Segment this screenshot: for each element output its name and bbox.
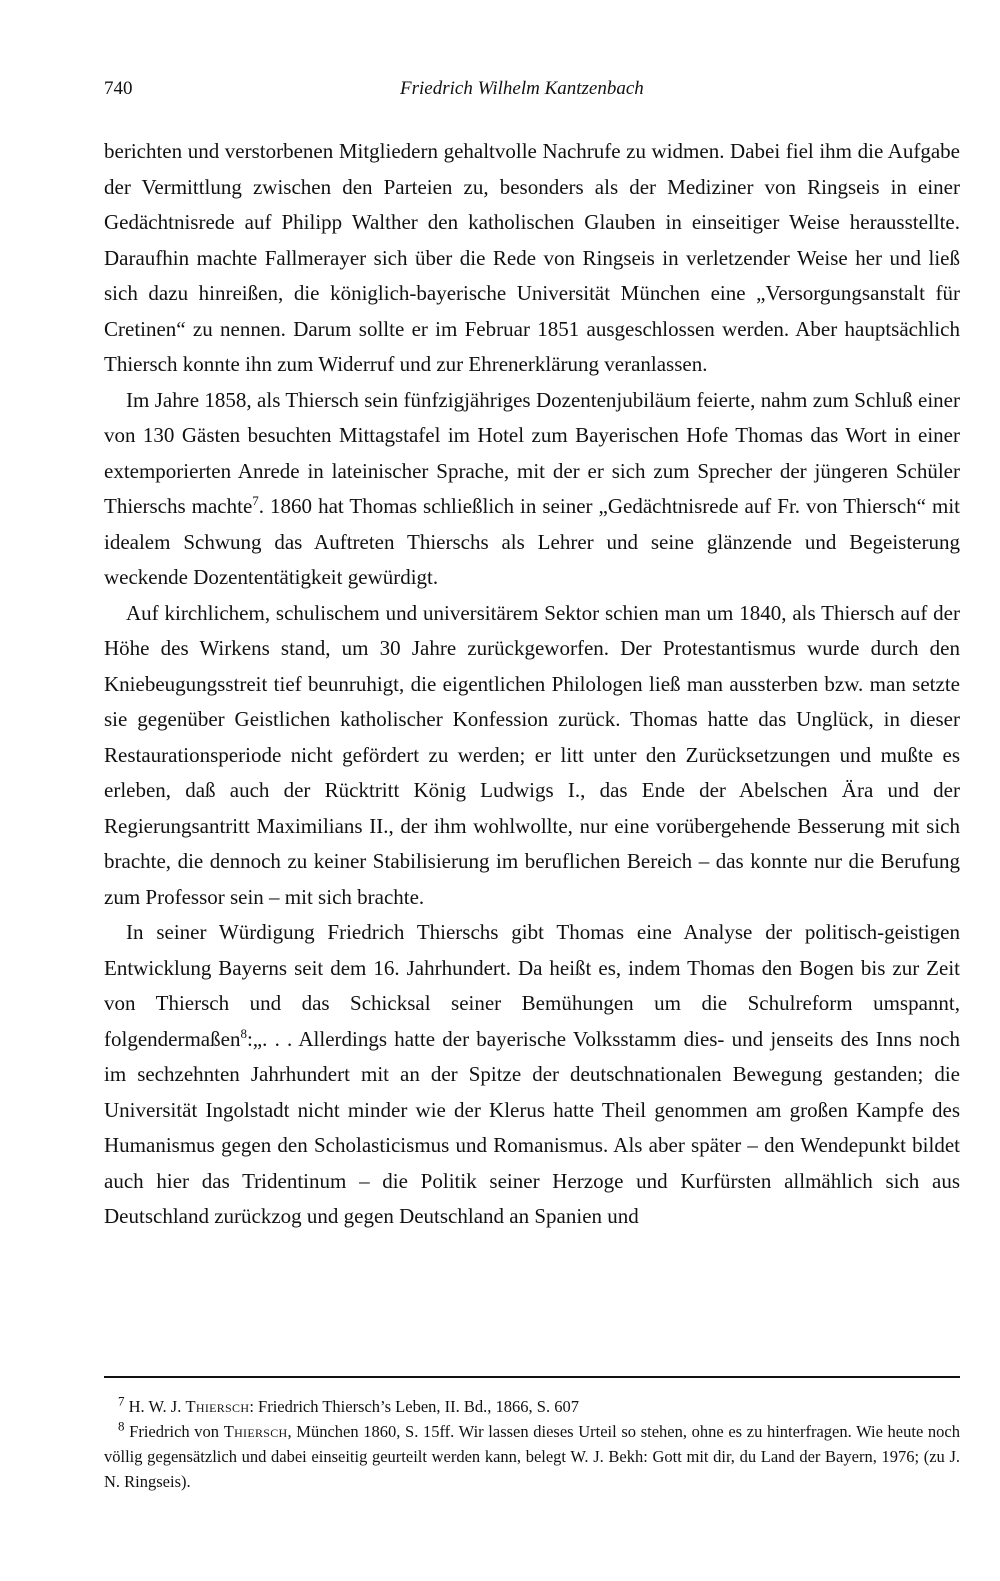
running-header — [104, 72, 960, 106]
footnote-marker: 7 — [118, 1393, 125, 1409]
paragraph-3: Auf kirchlichem, schulischem und universitärem Sektor schien man um 1840, als Thiersch auf der Höhe des Wirkens stand, um 30 Jahre zurückgeworfen. Der Protestantismus wurde durch den Kniebeugungsstreit tief beunruhigt, die eigentlichen Philologen ließ man aussterben bzw. man setzte sie gegenüber Geistlichen katholischer Konfession zurück. Thomas hatte das Unglück, in dieser Restaurationsperiode nicht gefördert zu werden; er litt unter den Zurücksetzungen und mußte es erleben, daß auch der Rücktritt König Ludwigs I., das Ende der Abelschen Ära und der Regierungsantritt Maximilians II., der ihm wohlwollte, nur eine vorübergehende Besserung mit sich brachte, die dennoch zu keiner Stabilisierung im beruflichen Bereich – das konnte nur die Berufung zum Professor sein – mit sich brachte. — [104, 600, 960, 909]
paragraph-4 — [104, 915, 960, 1235]
paragraph-2-text-cont: . 1860 hat Thomas schließlich in seiner „Gedächtnisrede auf Fr. von Thiersch“ mit idealem Schwung das Auftreten Thierschs als Lehrer und seine glänzende und Begeisterung weckende Dozententätigkeit gewürdigt. — [104, 494, 961, 589]
paragraph-2 — [104, 383, 960, 596]
footnote-marker: 8 — [118, 1418, 125, 1434]
page-number: 740 — [104, 78, 133, 99]
paragraph-4-text-cont: :„. . . Allerdings hatte der bayerische Volksstamm dies- und jenseits des Inns noch im sechzehnten Jahrhundert mit an der Spitze der deutschnationalen Bewegung gestanden; die Universität Ingolstadt nicht minder wie der Klerus hatte Theil genommen am großen Kampfe des Humanismus gegen den Scholasticismus und Romanismus. Als aber später – den Wendepunkt bildet auch hier das Tridentinum – die Politik seiner Herzoge und Kurfürsten allmählich sich aus Deutschland zurückzog und gegen Deutschland an Spanien und — [104, 1026, 960, 1228]
paragraph-1: berichten und verstorbenen Mitgliedern gehaltvolle Nachrufe zu widmen. Dabei fiel ihm die Aufgabe der Vermittlung zwischen den Parteien zu, besonders als der Mediziner von Ringseis in einer Gedächtnisrede auf Philipp Walther den katholischen Glauben in einseitiger Weise herausstellte. Daraufhin machte Fallmerayer sich über die Rede von Ringseis in verletzender Weise her und ließ sich dazu hinreißen, die königlich-bayerische Universität München eine „Versorgungsanstalt für Cretinen“ zu nennen. Darum sollte er im Februar 1851 ausgeschlossen werden. Aber hauptsächlich Thiersch konnte ihn zum Widerruf und zur Ehrenerklärung veranlassen. — [104, 139, 960, 376]
footnote-text: Friedrich von — [129, 1422, 224, 1441]
body-text — [104, 134, 960, 1235]
footnote-ref-8: 8 — [240, 1025, 247, 1041]
footnote-separator — [104, 1376, 960, 1378]
footnote-text-cont: , München 1860, S. 15ff. Wir lassen dieses Urteil so stehen, ohne es zu hinterfragen. Wie heute noch völlig gegensätzlich und dabei einseitig geurteilt werden kann, belegt W. J. Bekh: Gott mit dir, du Land der Bayern, 1976; (zu J. N. Ringseis). — [104, 1422, 960, 1491]
book-page — [104, 72, 961, 1491]
footnote-text-cont: : Friedrich Thiersch’s Leben, II. Bd., 1866, S. 607 — [249, 1397, 579, 1416]
running-title: Friedrich Wilhelm Kantzenbach — [400, 78, 644, 99]
footnote-ref-7: 7 — [252, 493, 259, 508]
footnotes — [104, 1394, 960, 1494]
paragraph-2-text: Im Jahre 1858, als Thiersch sein fünfzigjähriges Dozentenjubiläum feierte, nahm zum Schluß einer von 130 Gästen besuchten Mittagstafel im Hotel zum Bayerischen Hofe Thomas das Wort in einer extemporierten Anrede in lateinischer Sprache, mit der er sich zum Sprecher der jüngeren Schüler Thierschs machte — [104, 387, 960, 518]
author-name: Thiersch — [223, 1422, 288, 1441]
paragraph-4-text: In seiner Würdigung Friedrich Thierschs gibt Thomas eine Analyse der politisch-geistigen Entwicklung Bayerns seit dem 16. Jahrhundert. Da heißt es, indem Thomas den Bogen bis zur Zeit von Thiersch und das Schicksal seiner Bemühungen um die Schulreform umspannt, folgendermaßen — [104, 920, 960, 1051]
author-name: Thiersch — [185, 1397, 250, 1416]
footnote-text: H. W. J. — [128, 1397, 186, 1416]
footnote-8 — [104, 1419, 960, 1494]
footnote-7 — [104, 1394, 960, 1419]
